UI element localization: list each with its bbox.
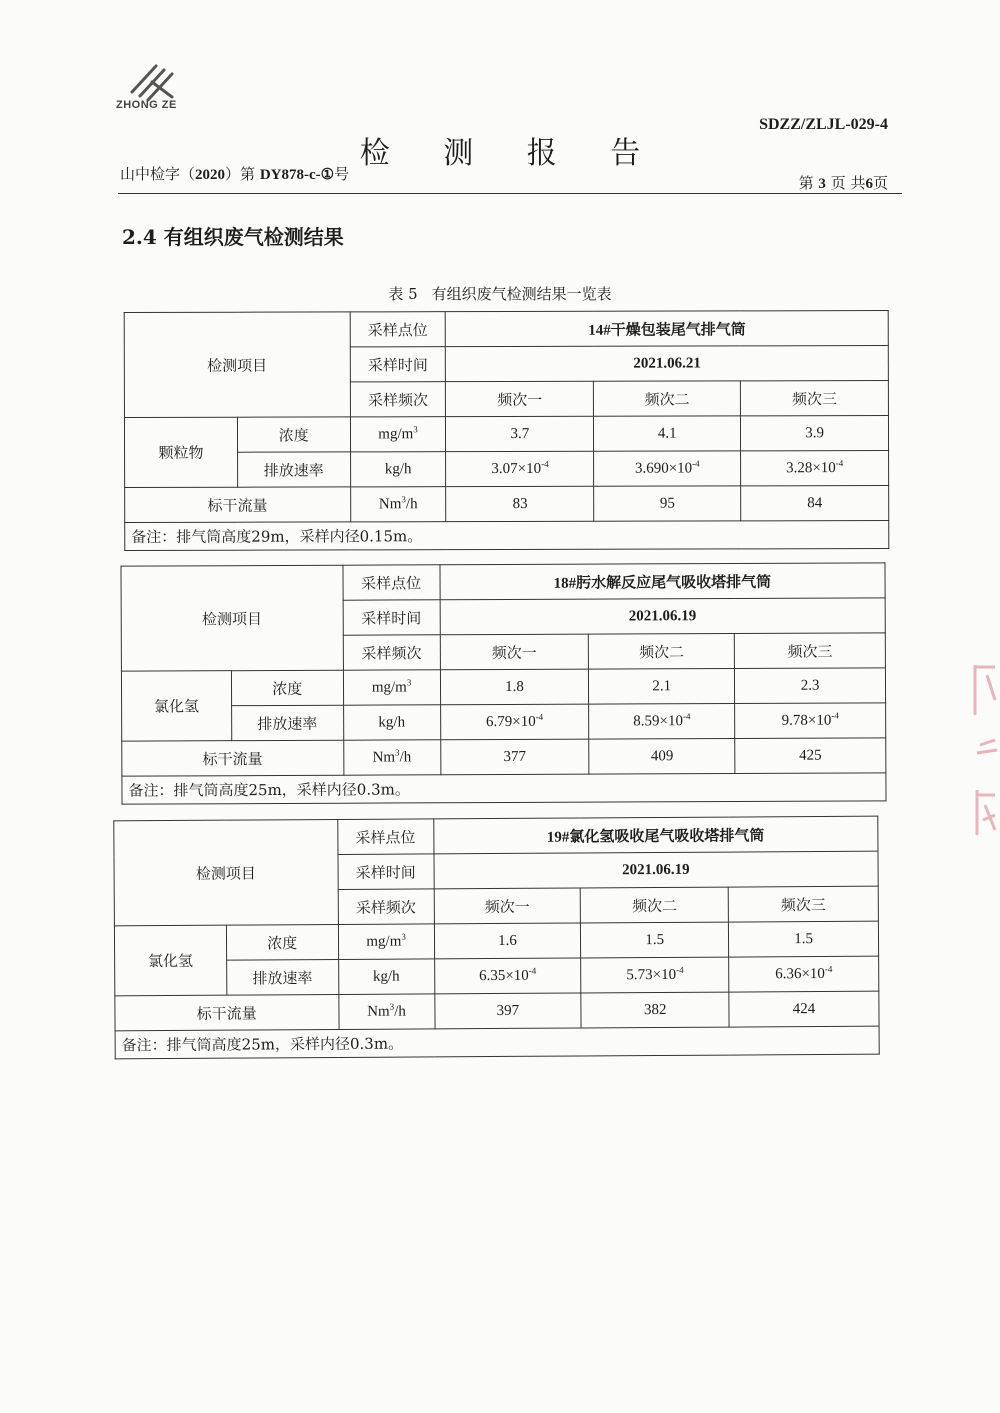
zhongze-logo-icon	[112, 52, 202, 122]
table-note: 备注：排气筒高度29m，采样内径0.15m。	[125, 520, 889, 550]
sampling-point: 19#氯化氢吸收尾气吸收塔排气筒	[433, 816, 878, 854]
conc-value-1: 1.8	[440, 669, 589, 705]
flow-value-2: 382	[581, 992, 729, 1028]
flow-value-3: 425	[735, 738, 886, 774]
item-header: 检测项目	[124, 312, 350, 418]
sampling-point: 14#干燥包装尾气排气筒	[446, 311, 889, 347]
page-title: 检 测 报 告	[359, 136, 663, 171]
rate-value-3: $9.78\times 10^{-4}$	[735, 703, 886, 739]
conc-label: 浓度	[226, 924, 338, 960]
results-table-2	[120, 562, 886, 804]
rate-unit: kg/h	[343, 705, 440, 740]
flow-value-1: 83	[446, 486, 594, 521]
conc-value-1: 1.6	[434, 923, 581, 959]
time-label: 采样时间	[338, 854, 434, 890]
pollutant-name: 颗粒物	[124, 417, 237, 487]
freq-3: 频次三	[734, 633, 885, 669]
header-divider	[118, 193, 902, 194]
rate-unit: kg/h	[338, 959, 434, 995]
conc-value-2: 4.1	[594, 416, 741, 451]
conc-value-2: 1.5	[581, 922, 729, 958]
flow-value-1: 377	[440, 739, 589, 775]
point-label: 采样点位	[350, 312, 446, 347]
results-table-1	[124, 310, 890, 551]
sampling-date: 2021.06.19	[434, 851, 879, 889]
freq-label: 采样频次	[338, 889, 434, 925]
conc-value-3: 3.9	[741, 415, 889, 450]
freq-label: 采样频次	[350, 382, 446, 417]
freq-2: 频次二	[581, 887, 729, 923]
page-number: 第 3 页 共6页	[798, 174, 888, 192]
conc-value-3: 1.5	[729, 921, 879, 957]
rate-value-1: $6.35\times 10^{-4}$	[434, 958, 581, 994]
conc-label: 浓度	[237, 417, 350, 452]
rate-value-1: $3.07\times 10^{-4}$	[446, 451, 594, 486]
conc-unit: $mg/m^3$	[350, 417, 446, 452]
document-code: SDZZ/ZLJL-029-4	[759, 116, 888, 133]
rate-value-2: $3.690\times 10^{-4}$	[594, 451, 741, 486]
freq-2: 频次二	[589, 633, 735, 669]
flow-label: 标干流量	[122, 740, 344, 776]
flow-unit: Nm$^3$/h	[338, 994, 434, 1030]
rate-label: 排放速率	[231, 705, 343, 740]
item-header: 检测项目	[121, 565, 343, 671]
seal-fragment-icon	[955, 655, 1000, 845]
conc-label: 浓度	[231, 670, 343, 705]
flow-value-2: 95	[594, 486, 741, 521]
freq-label: 采样频次	[343, 635, 440, 670]
results-table-3	[113, 816, 879, 1060]
table-note: 备注：排气筒高度25m，采样内径0.3m。	[122, 773, 886, 804]
flow-label: 标干流量	[125, 487, 351, 523]
table-caption: 表 5 有组织废气检测结果一览表	[388, 285, 612, 303]
flow-unit: Nm$^3$/h	[343, 740, 440, 775]
rate-value-1: $6.79\times 10^{-4}$	[440, 704, 589, 740]
freq-3: 频次三	[740, 381, 888, 416]
pollutant-name: 氯化氢	[114, 925, 226, 996]
flow-value-3: 424	[729, 991, 879, 1027]
conc-value-3: 2.3	[735, 668, 886, 704]
sampling-date: 2021.06.19	[440, 598, 886, 635]
sampling-point: 18#肟水解反应尾气吸收塔排气筒	[439, 563, 885, 600]
rate-label: 排放速率	[237, 452, 350, 487]
pollutant-name: 氯化氢	[121, 671, 231, 741]
freq-1: 频次一	[434, 888, 581, 924]
sampling-date: 2021.06.21	[446, 346, 889, 382]
freq-1: 频次一	[446, 381, 594, 416]
table-note: 备注：排气筒高度25m，采样内径0.3m。	[115, 1026, 879, 1059]
flow-value-3: 84	[741, 485, 889, 520]
point-label: 采样点位	[337, 819, 433, 855]
point-label: 采样点位	[343, 565, 440, 600]
rate-value-2: $5.73\times 10^{-4}$	[581, 957, 729, 993]
freq-3: 频次三	[728, 886, 878, 922]
section-title: 2.4 有组织废气检测结果	[122, 225, 344, 249]
time-label: 采样时间	[350, 347, 446, 382]
logo-text: ZHONG ZE	[116, 99, 177, 111]
freq-1: 频次一	[440, 634, 589, 670]
conc-unit: $mg/m^3$	[343, 670, 440, 705]
flow-unit: Nm$^3$/h	[350, 487, 446, 522]
freq-2: 频次二	[594, 381, 741, 416]
rate-value-2: $8.59\times 10^{-4}$	[589, 703, 735, 739]
conc-value-1: 3.7	[446, 416, 594, 451]
rate-value-3: $3.28\times 10^{-4}$	[741, 450, 889, 485]
flow-value-2: 409	[589, 738, 735, 774]
flow-value-1: 397	[434, 993, 581, 1029]
item-header: 检测项目	[114, 819, 338, 925]
rate-value-3: $6.36\times 10^{-4}$	[729, 956, 879, 992]
time-label: 采样时间	[343, 600, 440, 635]
flow-label: 标干流量	[115, 994, 339, 1030]
conc-value-2: 2.1	[589, 668, 735, 704]
report-number: 山中检字（2020）第 DY878-c-①号	[120, 165, 350, 183]
rate-unit: kg/h	[350, 452, 446, 487]
conc-unit: $mg/m^3$	[338, 924, 434, 960]
rate-label: 排放速率	[226, 959, 338, 995]
